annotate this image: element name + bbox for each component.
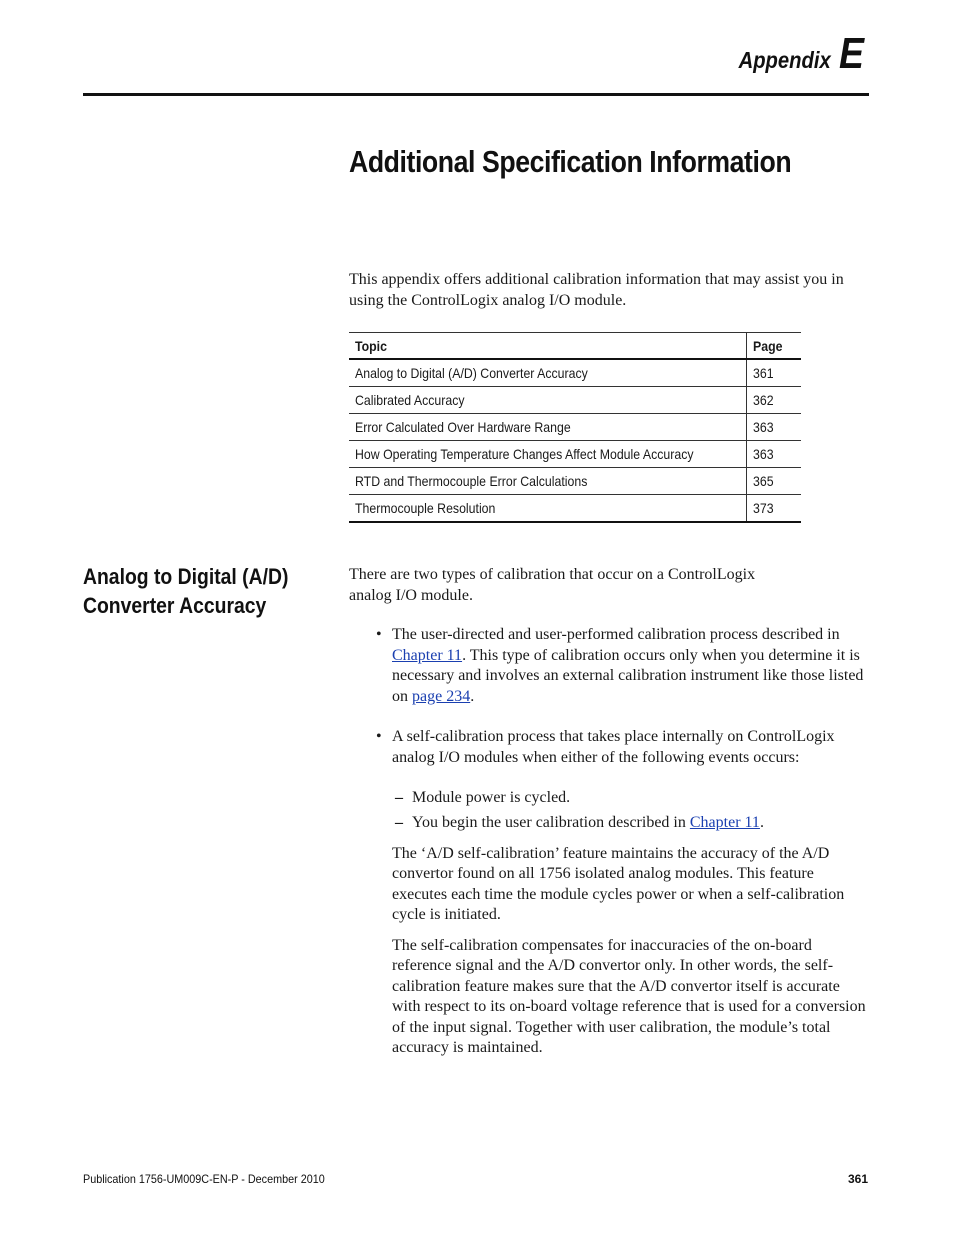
events-sublist [395, 788, 868, 834]
list-item: • A self-calibration process that takes place internally on ControlLogix analog I/O modules when either of the following events occurs: – Module power is cycled. – You begin the user calibration described in Chapter 11. The ‘A/D self-calibration’ feature maintains the accuracy of the A/D convertor found on all 1756 isolated analog modules. This feature executes each time the module cycles power or when a self-calibration cycle is initiated. The self-calibration compensates for inaccuracies of the on-board reference signal and the A/D convertor only. In other words, the self-calibration feature makes sure that the A/D convertor itself is accurate with respect to its on-board voltage reference that is used for a conversion of the input signal. Together with user calibration, the module’s total accuracy is maintained. [376, 727, 868, 1059]
table-row[interactable] [349, 359, 801, 387]
topic-cell: Calibrated Accuracy [349, 387, 746, 414]
topic-cell: Analog to Digital (A/D) Converter Accuracy [349, 359, 746, 387]
calibration-types-list [376, 625, 868, 1079]
appendix-heading [726, 29, 868, 78]
page-number: 361 [847, 1172, 868, 1186]
page-cell: 361 [746, 359, 801, 387]
section-heading-line1: Analog to Digital (A/D) [83, 564, 289, 589]
topic-cell: RTD and Thermocouple Error Calculations [349, 468, 746, 495]
section-heading-line2: Converter Accuracy [83, 593, 267, 618]
page-footer [83, 1172, 868, 1186]
table-row[interactable] [349, 468, 801, 495]
chapter-11-link[interactable]: Chapter 11 [689, 814, 760, 831]
page-cell: 365 [746, 468, 801, 495]
table-row[interactable] [349, 495, 801, 523]
self-calibration-paragraph: The ‘A/D self-calibration’ feature maintains the accuracy of the A/D convertor found on all 1756 isolated analog modules. This feature executes each time the module cycles power or when a self-calibration cycle is initiated. [392, 844, 845, 923]
topic-cell: Error Calculated Over Hardware Range [349, 414, 746, 441]
table-row[interactable] [349, 414, 801, 441]
page-cell: 363 [746, 441, 801, 468]
page-cell: 373 [746, 495, 801, 523]
table-row[interactable] [349, 441, 801, 468]
publication-info: Publication 1756-UM009C-EN-P - December 2010 [83, 1172, 325, 1186]
appendix-label: Appendix [738, 47, 831, 73]
page-cell: 362 [746, 387, 801, 414]
intro-paragraph: This appendix offers additional calibration information that may assist you in using the ControlLogix analog I/O module. [349, 271, 844, 309]
chapter-11-link[interactable]: Chapter 11 [392, 646, 463, 664]
header-rule [83, 93, 869, 96]
sub-list-item: – Module power is cycled. [395, 788, 868, 809]
page-title: Additional Specification Information [349, 144, 792, 179]
page-cell: 363 [746, 414, 801, 441]
table-row[interactable] [349, 387, 801, 414]
sub-list-item: – You begin the user calibration described in Chapter 11. [395, 813, 868, 834]
appendix-letter: E [838, 29, 864, 78]
page-column-header: Page [746, 333, 801, 360]
section-heading [83, 562, 333, 620]
topics-table [349, 332, 801, 523]
page-234-link[interactable]: page 234 [412, 687, 471, 705]
section-lead-paragraph: There are two types of calibration that occur on a ControlLogix analog I/O module. [349, 566, 756, 604]
self-calibration-details-paragraph: The self-calibration compensates for inaccuracies of the on-board reference signal and the A/D convertor only. In other words, the self-calibration feature makes sure that the A/D convertor itself is accurate with respect to its on-board voltage reference that is used for a conversion of the input signal. Together with user calibration, the module’s total accuracy is maintained. [392, 936, 866, 1056]
topic-cell: Thermocouple Resolution [349, 495, 746, 523]
table-header-row [349, 333, 801, 360]
topic-column-header: Topic [349, 333, 746, 360]
topic-cell: How Operating Temperature Changes Affect Module Accuracy [349, 441, 746, 468]
list-item: • The user-directed and user-performed calibration process described in Chapter 11. This type of calibration occurs only when you determine it is necessary and involves an external calibration instrument like those listed on page 234. [376, 625, 868, 707]
